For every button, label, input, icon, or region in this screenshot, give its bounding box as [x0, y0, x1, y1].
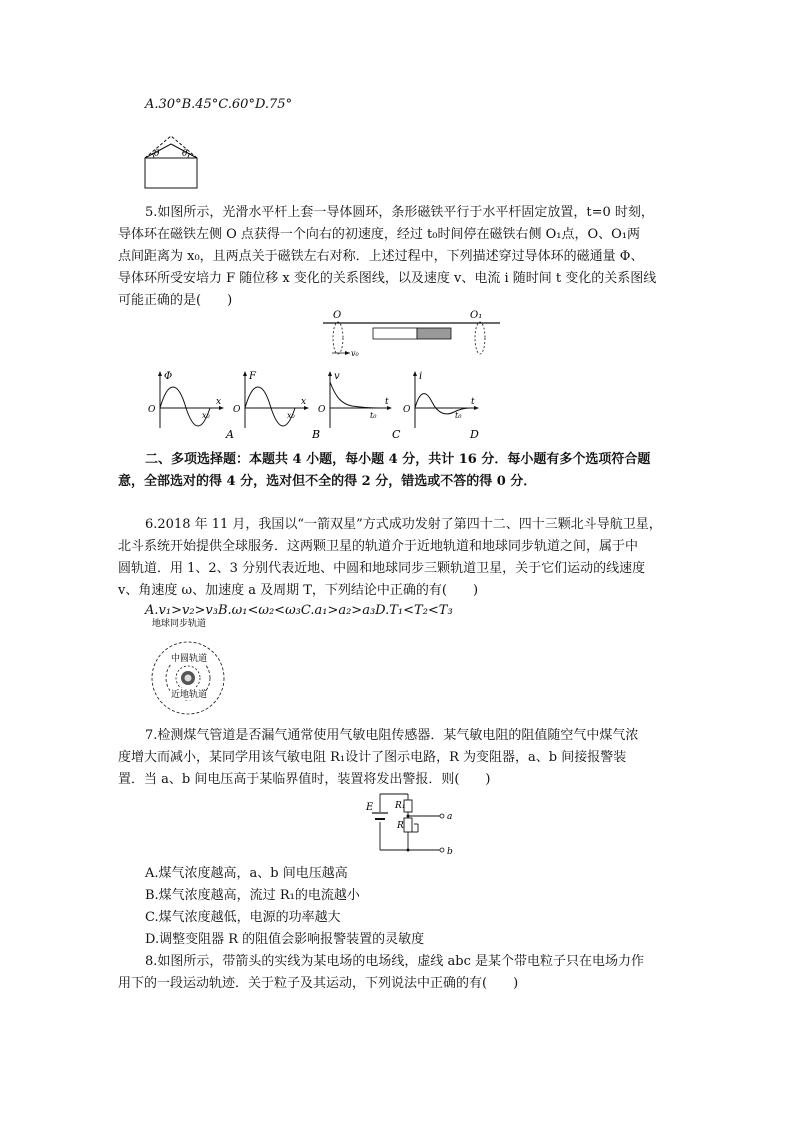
graph-c-xlabel: t — [385, 397, 389, 407]
q7-option-c: C.煤气浓度越低，电源的功率越大 — [145, 910, 341, 925]
q5-magnet-figure — [318, 308, 508, 360]
q7-line-1: 7.检测煤气管道是否漏气通常使用气敏电阻传感器．某气敏电阻的阻值随空气中煤气浓 — [145, 728, 639, 743]
q4-options: A.30°B.45°C.60°D.75° — [145, 97, 293, 112]
graph-a-origin: O — [148, 405, 156, 415]
q4-roof-figure — [140, 128, 210, 192]
graph-c-letter: C — [392, 428, 401, 441]
q7-label-b: b — [447, 847, 453, 857]
q7-option-a: A.煤气浓度越高，a、b 间电压越高 — [145, 866, 348, 881]
q6-line-4: v、角速度 ω、加速度 a 及周期 T，下列结论中正确的有( ) — [118, 583, 479, 598]
graph-d-ylabel: i — [419, 371, 423, 382]
graph-b-origin: O — [233, 405, 241, 415]
q7-option-d: D.调整变阻器 R 的阻值会影响报警装置的灵敏度 — [145, 932, 425, 947]
q6-label-sync: 地球同步轨道 — [152, 619, 207, 629]
graph-b-xlabel: x — [301, 397, 307, 407]
q5-line-1: 5.如图所示，光滑水平杆上套一导体圆环，条形磁铁平行于水平杆固定放置，t=0 时刻， — [145, 205, 654, 220]
q7-line-2: 度增大而减小，某同学用该气敏电阻 R₁设计了图示电路，R 为变阻器，a、b 间接报警装 — [118, 750, 627, 765]
q6-options: A.v₁>v₂>v₃B.ω₁<ω₂<ω₃C.a₁>a₂>a₃D.T₁<T₂<T₃ — [145, 603, 453, 618]
graph-c-ylabel: v — [334, 371, 340, 382]
q8-line-2: 用下的一段运动轨迹．关于粒子及其运动，下列说法中正确的有( ) — [118, 976, 519, 991]
q5-label-O1: O₁ — [470, 310, 483, 321]
graph-b-ylabel: F — [249, 371, 256, 382]
q5-graphs — [140, 368, 500, 444]
q5-line-4: 导体环所受安培力 F 随位移 x 变化的关系图线，以及速度 v、电流 i 随时间 t 变化的关系图线 — [118, 271, 657, 286]
section2-line-2: 意，全部选对的得 4 分，选对但不全的得 2 分，错选或不答的得 0 分． — [118, 474, 537, 489]
q6-line-1: 6.2018 年 11 月，我国以“一箭双星”方式成功发射了第四十二、四十三颗北斗导航卫星， — [145, 517, 662, 532]
graph-a-letter: A — [226, 428, 234, 441]
q5-label-O: O — [333, 310, 342, 321]
graph-a — [148, 371, 234, 441]
graph-c — [318, 371, 401, 441]
q5-line-5: 可能正确的是( ) — [118, 293, 233, 308]
q4-theta-left: θ — [154, 149, 160, 159]
q6-line-3: 圆轨道．用 1、2、3 分别代表近地、中圆和地球同步三颗轨道卫星，关于它们运动的线速度 — [118, 561, 646, 576]
q8-line-1: 8.如图所示，带箭头的实线为某电场的电场线，虚线 abc 是某个带电粒子只在电场力作 — [145, 954, 645, 969]
q5-label-v0: v₀ — [351, 349, 359, 358]
q7-label-R: R — [397, 821, 404, 831]
graph-d-letter: D — [470, 428, 479, 441]
graph-d-xlabel: t — [471, 397, 475, 407]
graph-c-origin: O — [318, 405, 326, 415]
q4-theta-right: θ — [182, 149, 188, 159]
graph-c-mark: t₀ — [370, 411, 377, 420]
graph-d — [403, 371, 479, 441]
q7-label-E: E — [366, 802, 374, 813]
q7-label-a: a — [447, 812, 453, 822]
graph-a-ylabel: Φ — [164, 371, 173, 382]
q6-line-2: 北斗系统开始提供全球服务．这两颗卫星的轨道介于近地轨道和地球同步轨道之间，属于中 — [118, 539, 639, 554]
graph-d-mark: t₀ — [455, 411, 462, 420]
q5-line-3: 点间距离为 x₀，且两点关于磁铁左右对称．上述过程中，下列描述穿过导体环的磁通量 Φ、 — [118, 249, 644, 264]
q7-option-b: B.煤气浓度越高，流过 R₁的电流越小 — [145, 888, 360, 903]
q6-label-mid: 中圆轨道 — [171, 654, 208, 664]
graph-a-mark: x₀ — [202, 411, 210, 420]
graph-a-xlabel: x — [216, 397, 222, 407]
graph-d-origin: O — [403, 405, 411, 415]
graph-b-mark: x₀ — [287, 411, 295, 420]
q5-line-2: 导体环在磁铁左侧 O 点获得一个向右的初速度，经过 t₀时间停在磁铁右侧 O₁点，O、O₁两 — [118, 227, 641, 242]
q7-line-3: 置．当 a、b 间电压高于某临界值时，装置将发出警报．则( ) — [118, 772, 491, 787]
q6-orbit-figure — [140, 616, 240, 716]
q7-circuit-figure — [360, 786, 470, 860]
graph-b-letter: B — [312, 428, 321, 441]
q7-label-R1: R₁ — [395, 801, 406, 811]
graph-b — [233, 371, 320, 441]
section2-line-1: 二、多项选择题：本题共 4 小题，每小题 4 分，共计 16 分．每小题有多个选项符合题 — [145, 452, 651, 467]
q6-label-near: 近地轨道 — [171, 690, 208, 700]
